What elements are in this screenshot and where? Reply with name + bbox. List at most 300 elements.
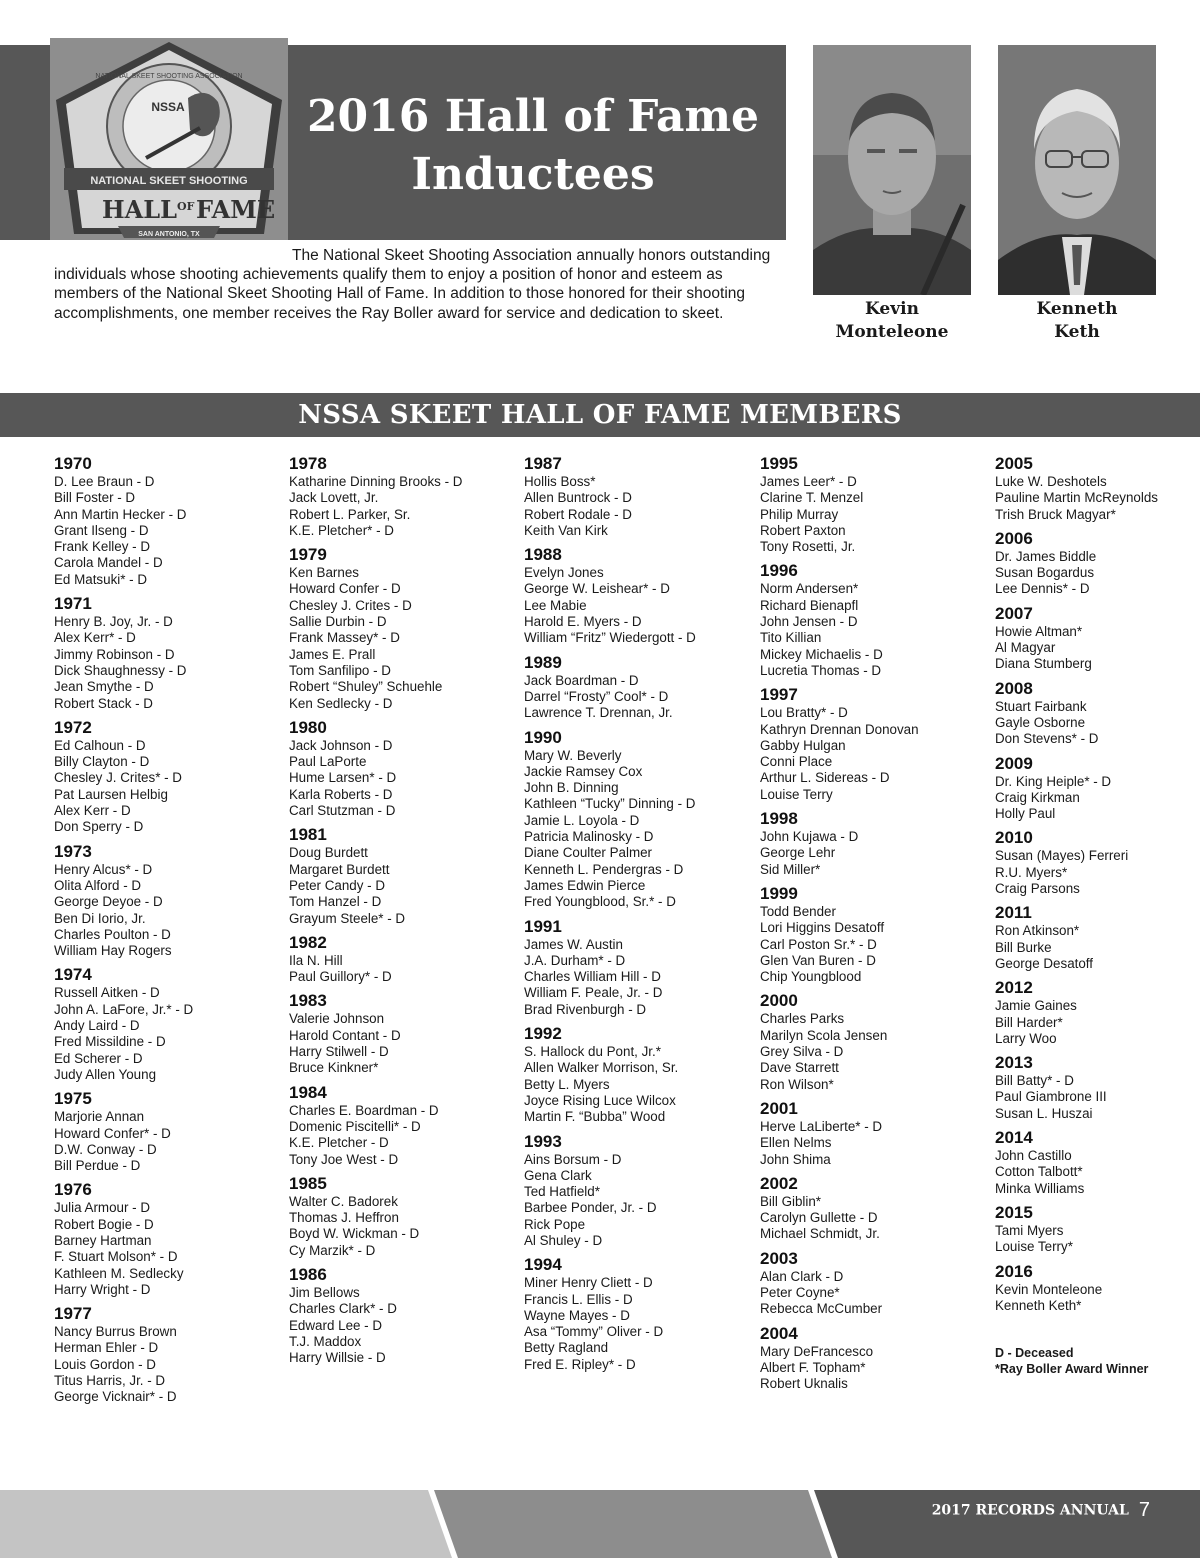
year-heading: 1999 [760,883,798,903]
year-heading: 1986 [289,1264,327,1284]
members-column-3 [524,454,752,1379]
member-name: Tami Myers [995,1222,1064,1238]
member-name: Ted Hatfield* [524,1184,600,1200]
year-group [995,903,1195,972]
member-name: Ann Martin Hecker - D [54,506,187,522]
inductee-first-name: Kenneth [1036,299,1118,319]
member-name: Bill Perdue - D [54,1158,141,1174]
year-heading: 1982 [289,932,327,952]
member-name: Pat Laursen Helbig [54,786,168,802]
member-name: Mary W. Beverly [524,747,622,763]
member-name: John Shima [760,1151,831,1167]
logo-arc-text: NATIONAL SKEET SHOOTING ASSOCIATION [95,73,243,80]
year-group [524,454,752,539]
member-name: Craig Kirkman [995,789,1080,805]
member-name: Don Stevens* - D [995,731,1099,747]
year-heading: 1974 [54,965,92,985]
member-name: S. Hallock du Pont, Jr.* [524,1044,661,1060]
logo-badge: NSSA [151,100,185,114]
logo-city: SAN ANTONIO, TX [138,231,200,238]
member-name: Carola Mandel - D [54,555,163,571]
member-name: Holly Paul [995,806,1056,822]
member-name: Jack Lovett, Jr. [289,490,379,506]
logo-hall: HALL [102,195,178,224]
member-name: Fred Youngblood, Sr.* - D [524,894,676,910]
member-name: Chesley J. Crites* - D [54,770,182,786]
member-name: Rebecca McCumber [760,1301,883,1317]
member-name: Charles William Hill - D [524,969,661,985]
year-group [995,1053,1195,1122]
year-heading: 1975 [54,1089,92,1109]
member-name: Herman Ehler - D [54,1340,159,1356]
portrait-man-1 [813,45,971,295]
member-name: Bruce Kinkner* [289,1060,379,1076]
member-name: Gayle Osborne [995,714,1086,730]
member-name: Rick Pope [524,1216,586,1232]
member-name: Allen Buntrock - D [524,490,632,506]
year-heading: 2010 [995,828,1033,848]
year-heading: 2011 [995,903,1032,923]
member-name: Philip Murray [760,506,839,522]
legend [995,1345,1148,1377]
year-heading: 1978 [289,454,327,473]
member-name: Alan Clark - D [760,1268,844,1284]
member-name: Bill Giblin* [760,1193,822,1209]
year-group [995,1262,1195,1315]
member-name: Gena Clark [524,1167,592,1183]
year-group [760,884,988,985]
member-name: Frank Massey* - D [289,630,400,646]
year-group [760,991,988,1092]
year-group [54,594,282,712]
member-name: D. Lee Braun - D [54,474,155,489]
member-name: Susan Bogardus [995,565,1095,581]
inductee-caption-2 [998,298,1156,344]
member-name: R.U. Myers* [995,864,1068,880]
member-name: Harry Willsie - D [289,1350,386,1366]
year-heading: 1991 [524,916,562,936]
member-name: Charles E. Boardman - D [289,1102,439,1118]
member-name: Jack Johnson - D [289,737,393,753]
member-name: Wayne Mayes - D [524,1307,630,1323]
member-name: Howard Confer - D [289,581,401,597]
member-name: William “Fritz” Wiedergott - D [524,630,696,646]
member-name: Ron Wilson* [760,1076,834,1092]
member-name: Diana Stumberg [995,656,1092,672]
year-group [995,454,1195,523]
year-heading: 1980 [289,717,327,737]
member-name: Domenic Piscitelli* - D [289,1118,421,1134]
member-name: Ken Sedlecky - D [289,695,393,711]
member-name: Allen Walker Morrison, Sr. [524,1060,679,1076]
member-name: John Jensen - D [760,614,858,630]
year-group [54,1180,282,1298]
member-name: K.E. Pletcher - D [289,1135,389,1151]
year-heading: 2001 [760,1098,798,1118]
member-name: Ed Matsuki* - D [54,571,148,587]
member-name: Ben Di Iorio, Jr. [54,910,146,926]
member-name: Pauline Martin McReynolds [995,490,1158,506]
member-name: Mickey Michaelis - D [760,646,883,662]
members-column-2 [289,454,517,1372]
page-number: 7 [1138,1499,1150,1521]
member-name: Ila N. Hill [289,952,343,968]
member-name: Bill Foster - D [54,490,136,506]
member-name: Katharine Dinning Brooks - D [289,474,463,489]
member-name: Norm Andersen* [760,581,859,597]
year-heading: 1972 [54,717,92,737]
year-group [524,728,752,911]
members-column-5 [995,454,1195,1320]
member-name: Titus Harris, Jr. - D [54,1373,166,1389]
member-name: Betty Ragland [524,1340,609,1356]
inductee-last-name: Monteleone [835,322,949,342]
member-name: Kathleen M. Sedlecky [54,1265,184,1281]
inductee-caption-1 [813,298,971,344]
member-name: Grant Ilseng - D [54,522,149,538]
member-name: George W. Leishear* - D [524,581,670,597]
member-name: Margaret Burdett [289,861,390,877]
year-heading: 1998 [760,809,798,829]
year-group [995,1203,1195,1256]
member-name: Grey Silva - D [760,1044,844,1060]
year-heading: 2009 [995,753,1033,773]
member-name: Tom Hanzel - D [289,894,382,910]
member-name: Cy Marzik* - D [289,1242,376,1258]
member-name: Betty L. Myers [524,1076,610,1092]
year-heading: 1970 [54,454,92,473]
year-heading: 1987 [524,454,562,473]
intro-text: The National Skeet Shooting Association annually honors outstanding individuals whose shooting achievements qualify them to enjoy a position of honor and esteem as members of the National Skeet Shooting Hall of Fame. In addition to those honored for their shooting accomplishments, one member receives the Ray Boller award for service and dedication to skeet. [54,247,771,322]
member-name: Robert Paxton [760,522,846,538]
member-name: Jamie Gaines [995,998,1077,1014]
member-name: Nancy Burrus Brown [54,1324,177,1340]
year-heading: 2002 [760,1173,798,1193]
member-name: Jackie Ramsey Cox [524,763,643,779]
member-name: Craig Parsons [995,881,1080,897]
member-name: Robert Uknalis [760,1376,848,1392]
year-heading: 1995 [760,454,798,473]
member-name: George Deyoe - D [54,894,163,910]
year-group [524,1132,752,1250]
year-heading: 1994 [524,1255,562,1275]
member-name: Dave Starrett [760,1060,839,1076]
member-name: Alex Kerr* - D [54,630,136,646]
member-name: James W. Austin [524,936,623,952]
member-name: Jim Bellows [289,1284,360,1300]
member-name: Kenneth L. Pendergras - D [524,861,684,877]
member-name: Sid Miller* [760,861,821,877]
member-name: Billy Clayton - D [54,754,150,770]
member-name: Howie Altman* [995,623,1083,639]
year-group [54,965,282,1083]
member-name: Michael Schmidt, Jr. [760,1226,880,1242]
member-name: Martin F. “Bubba” Wood [524,1109,666,1125]
member-name: Fred E. Ripley* - D [524,1356,636,1372]
member-name: Robert Stack - D [54,695,153,711]
member-name: Herve LaLiberte* - D [760,1118,883,1134]
legend-deceased: D - Deceased [995,1346,1074,1360]
member-name: Howard Confer* - D [54,1125,171,1141]
member-name: Robert “Shuley” Schuehle [289,679,443,695]
inductee-photo-2 [998,45,1156,295]
year-group [995,1128,1195,1197]
member-name: Larry Woo [995,1030,1057,1046]
portrait-man-2 [998,45,1156,295]
members-list [0,454,1200,1424]
member-name: George Lehr [760,845,836,861]
member-name: Robert L. Parker, Sr. [289,506,411,522]
year-group [995,978,1195,1047]
member-name: Walter C. Badorek [289,1193,398,1209]
member-name: Bill Batty* - D [995,1073,1074,1089]
year-heading: 2004 [760,1323,798,1343]
year-group [995,754,1195,823]
year-group [289,454,517,539]
year-heading: 2016 [995,1261,1033,1281]
member-name: Sallie Durbin - D [289,614,387,630]
year-heading: 1985 [289,1173,327,1193]
year-group [995,828,1195,897]
year-group [760,1324,988,1393]
page-title-line1: 2016 Hall of Fame [306,91,760,142]
year-heading: 1971 [54,594,92,614]
member-name: Diane Coulter Palmer [524,845,653,861]
year-group [760,1099,988,1168]
member-name: Richard Bienapfl [760,597,859,613]
member-name: Edward Lee - D [289,1317,383,1333]
year-group [995,604,1195,673]
year-group [524,1255,752,1373]
member-name: Russell Aitken - D [54,985,160,1001]
year-heading: 1984 [289,1082,327,1102]
year-heading: 2015 [995,1202,1033,1222]
member-name: Andy Laird - D [54,1018,140,1034]
member-name: Ains Borsum - D [524,1151,622,1167]
member-name: Dr. James Biddle [995,548,1097,564]
member-name: Peter Candy - D [289,877,386,893]
member-name: Charles Parks [760,1011,845,1027]
year-heading: 1973 [54,841,92,861]
member-name: Mary DeFrancesco [760,1343,874,1359]
year-heading: 2006 [995,528,1033,548]
member-name: Peter Coyne* [760,1284,840,1300]
member-name: Doug Burdett [289,845,368,861]
member-name: Grayum Steele* - D [289,910,406,926]
member-name: James Leer* - D [760,474,857,489]
member-name: Lori Higgins Desatoff [760,920,885,936]
member-name: William Hay Rogers [54,943,172,959]
member-name: Louis Gordon - D [54,1356,156,1372]
member-name: Kevin Monteleone [995,1281,1103,1297]
year-group [289,1174,517,1259]
member-name: Barbee Ponder, Jr. - D [524,1200,657,1216]
member-name: Gabby Hulgan [760,737,846,753]
member-name: D.W. Conway - D [54,1141,157,1157]
year-group [289,545,517,712]
member-name: Trish Bruck Magyar* [995,506,1116,522]
year-heading: 2003 [760,1248,798,1268]
year-heading: 1979 [289,545,327,565]
member-name: Tony Joe West - D [289,1151,399,1167]
member-name: Valerie Johnson [289,1011,385,1027]
members-column-1 [54,454,282,1412]
year-group [54,718,282,836]
member-name: Lee Mabie [524,597,587,613]
year-heading: 1993 [524,1131,562,1151]
member-name: Olita Alford - D [54,877,142,893]
member-name: Dr. King Heiple* - D [995,773,1112,789]
year-group [760,454,988,555]
member-name: Evelyn Jones [524,565,604,581]
year-heading: 1996 [760,561,798,581]
member-name: Paul LaPorte [289,754,367,770]
member-name: Frank Kelley - D [54,539,150,555]
member-name: Harry Wright - D [54,1281,151,1297]
year-group [760,1249,988,1318]
publication-name: 2017 RECORDS ANNUAL [931,1502,1129,1519]
member-name: Tom Sanfilipo - D [289,662,391,678]
member-name: Arthur L. Sidereas - D [760,770,890,786]
member-name: Asa “Tommy” Oliver - D [524,1324,664,1340]
member-name: Todd Bender [760,903,836,919]
member-name: Jimmy Robinson - D [54,646,175,662]
member-name: Alex Kerr - D [54,803,131,819]
member-name: Tony Rosetti, Jr. [760,539,856,555]
member-name: Al Shuley - D [524,1232,603,1248]
page-title-line2: Inductees [411,149,655,200]
year-group [760,809,988,878]
member-name: Marjorie Annan [54,1109,145,1125]
year-heading: 1977 [54,1304,92,1324]
year-group [54,1304,282,1405]
year-group [54,842,282,960]
member-name: Darrel “Frosty” Cool* - D [524,688,669,704]
inductee-first-name: Kevin [865,299,919,319]
member-name: Al Magyar [995,640,1056,656]
member-name: Carolyn Gullette - D [760,1210,878,1226]
member-name: John B. Dinning [524,780,619,796]
member-name: Tito Killian [760,630,822,646]
member-name: Carl Stutzman - D [289,803,396,819]
member-name: Barney Hartman [54,1232,152,1248]
hall-of-fame-logo [50,38,288,240]
footer-label [932,1499,1150,1522]
member-name: Bill Burke [995,939,1052,955]
year-heading: 1976 [54,1180,92,1200]
member-name: Ron Atkinson* [995,923,1080,939]
member-name: Harold Contant - D [289,1027,401,1043]
member-name: Miner Henry Cliett - D [524,1275,653,1291]
year-group [54,454,282,588]
member-name: Charles Clark* - D [289,1301,397,1317]
year-heading: 2000 [760,991,798,1011]
year-heading: 1988 [524,545,562,565]
logo-fame: FAME [196,195,276,224]
member-name: Keith Van Kirk [524,522,608,538]
year-group [524,545,752,646]
member-name: Harold E. Myers - D [524,614,642,630]
year-group [524,1024,752,1125]
member-name: Chip Youngblood [760,969,862,985]
member-name: Carl Poston Sr.* - D [760,936,877,952]
member-name: Henry Alcus* - D [54,861,153,877]
year-group [760,1174,988,1243]
member-name: Lee Dennis* - D [995,581,1090,597]
member-name: James E. Prall [289,646,376,662]
member-name: Clarine T. Menzel [760,490,864,506]
member-name: Glen Van Buren - D [760,952,876,968]
year-heading: 1990 [524,727,562,747]
member-name: Ellen Nelms [760,1135,832,1151]
member-name: J.A. Durham* - D [524,952,626,968]
member-name: John Kujawa - D [760,829,859,845]
member-name: Hume Larsen* - D [289,770,397,786]
member-name: Stuart Fairbank [995,698,1087,714]
member-name: Ed Scherer - D [54,1050,143,1066]
member-name: Robert Rodale - D [524,506,632,522]
member-name: Chesley J. Crites - D [289,597,412,613]
year-heading: 2005 [995,454,1033,473]
member-name: Conni Place [760,754,833,770]
year-heading: 1983 [289,991,327,1011]
member-name: James Edwin Pierce [524,877,646,893]
member-name: Harry Stilwell - D [289,1044,389,1060]
member-name: Marilyn Scola Jensen [760,1027,888,1043]
year-group [289,1083,517,1168]
intro-paragraph [54,246,774,323]
year-group [760,685,988,803]
year-heading: 2014 [995,1128,1033,1148]
year-heading: 2008 [995,678,1033,698]
legend-award: *Ray Boller Award Winner [995,1362,1149,1376]
member-name: Jack Boardman - D [524,672,639,688]
member-name: Ed Calhoun - D [54,737,146,753]
member-name: Henry B. Joy, Jr. - D [54,614,173,630]
member-name: T.J. Maddox [289,1333,362,1349]
logo-of: OF [177,200,195,213]
member-name: Francis L. Ellis - D [524,1291,633,1307]
member-name: George Vicknair* - D [54,1389,177,1405]
member-name: Joyce Rising Luce Wilcox [524,1092,676,1108]
member-name: Brad Rivenburgh - D [524,1001,647,1017]
member-name: Louise Terry* [995,1239,1073,1255]
member-name: Albert F. Topham* [760,1359,866,1375]
logo-banner: NATIONAL SKEET SHOOTING [90,175,248,187]
year-group [524,653,752,722]
year-group [289,825,517,926]
member-name: Susan L. Huszai [995,1105,1093,1121]
member-name: Patricia Malinosky - D [524,829,654,845]
year-heading: 2012 [995,978,1033,998]
member-name: John Castillo [995,1148,1072,1164]
year-group [760,561,988,679]
member-name: Susan (Mayes) Ferreri [995,848,1129,864]
year-heading: 2007 [995,603,1033,623]
member-name: Robert Bogie - D [54,1216,154,1232]
member-name: Cotton Talbott* [995,1164,1083,1180]
year-heading: 1981 [289,825,327,845]
member-name: Bill Harder* [995,1014,1063,1030]
inductee-last-name: Keth [1054,322,1100,342]
year-group [995,529,1195,598]
year-heading: 1992 [524,1024,562,1044]
member-name: Louise Terry [760,786,833,802]
member-name: Don Sperry - D [54,819,144,835]
member-name: Lucretia Thomas - D [760,662,882,678]
member-name: Lawrence T. Drennan, Jr. [524,705,673,721]
member-name: Minka Williams [995,1180,1085,1196]
